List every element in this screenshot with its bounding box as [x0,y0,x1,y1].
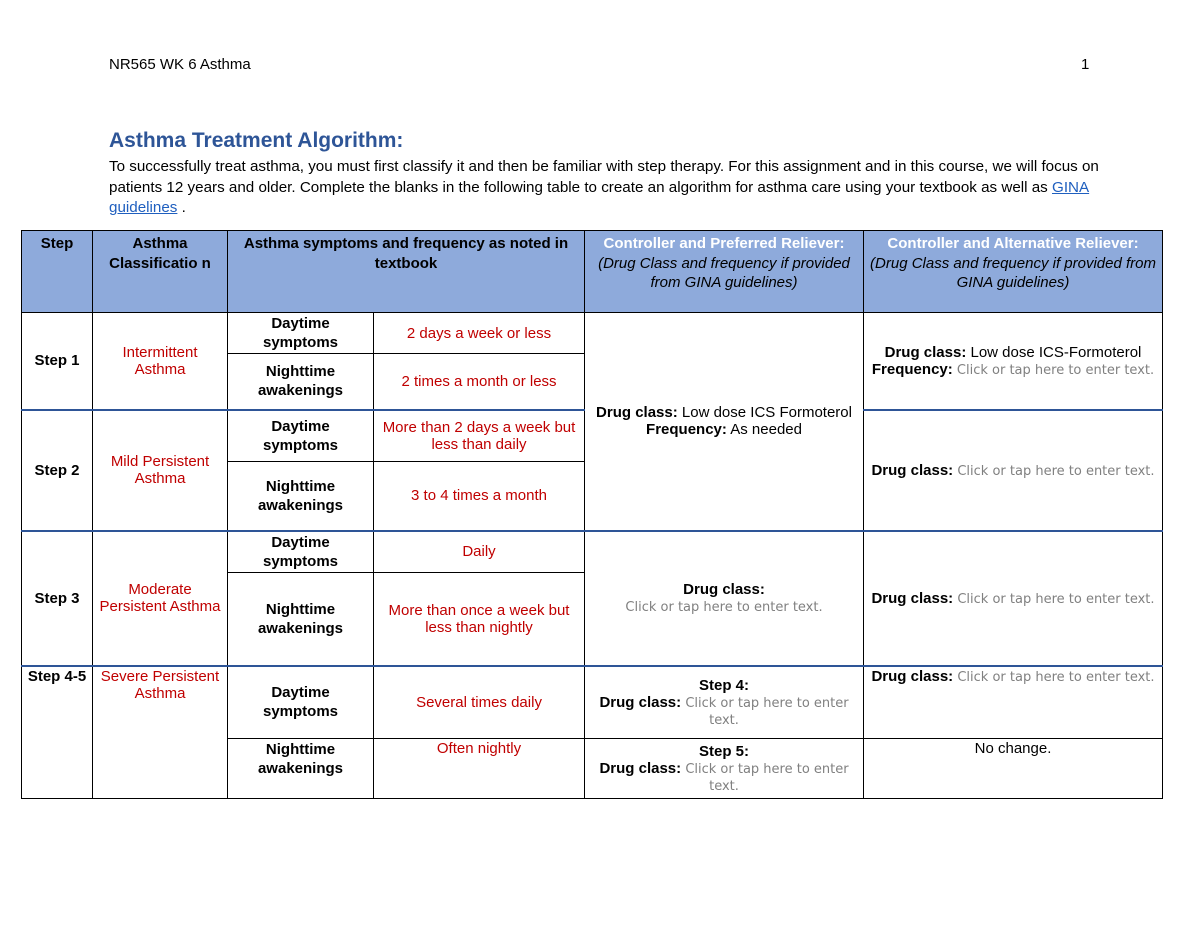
drug-class-label: Drug class: [871,461,954,479]
step-2-daytime: More than 2 days a week but less than daily [374,410,585,462]
placeholder-field[interactable]: Click or tap here to enter text. [625,600,823,616]
asthma-algorithm-table [21,230,1163,799]
placeholder-field[interactable]: Click or tap here to enter text. [685,695,849,728]
step-3-classification: Moderate Persistent Asthma [93,531,228,667]
table-row [22,666,1163,738]
intro-paragraph [109,157,1099,219]
step-1-nighttime: 2 times a month or less [374,354,585,410]
drug-class-label: Drug class: [884,343,967,361]
step-2-alternative [864,410,1163,531]
preferred-frequency: As needed [726,421,802,439]
daytime-label: Daytime symptoms [228,666,374,738]
nighttime-label: Nighttime awakenings [228,462,374,531]
header-step: Step [22,231,93,313]
header-alternative-sub: (Drug Class and frequency if provided from GINA guidelines) [870,255,1156,291]
step-5-label: Step 5: [699,742,750,760]
step-4-5-classification: Severe Persistent Asthma [93,666,228,798]
step-1-2-preferred [585,313,864,531]
header-symptoms: Asthma symptoms and frequency as noted in textbook [228,231,585,313]
table-row [22,313,1163,354]
placeholder-field[interactable]: Click or tap here to enter text. [956,362,1155,378]
drug-class-label: Drug class: [683,581,765,599]
step-2-label: Step 2 [22,410,93,531]
header-alternative-title: Controller and Alternative Reliever: [887,235,1139,252]
step-4-preferred [585,666,864,738]
step-3-alternative [864,531,1163,667]
step-3-nighttime: More than once a week but less than nightly [374,572,585,666]
step-3-label: Step 3 [22,531,93,667]
frequency-label: Frequency: [646,421,727,439]
preferred-drug: Low dose ICS Formoterol [677,404,852,422]
step-2-nighttime: 3 to 4 times a month [374,462,585,531]
document-title: Asthma Treatment Algorithm: [109,129,404,152]
placeholder-field[interactable]: Click or tap here to enter text. [957,591,1155,607]
step-4-5-label: Step 4-5 [22,666,93,798]
page-number: 1 [1081,56,1090,73]
step-4-5-nighttime: Often nightly [374,738,585,798]
step-5-preferred [585,738,864,798]
step-1-daytime: 2 days a week or less [374,313,585,354]
step-1-label: Step 1 [22,313,93,410]
daytime-label: Daytime symptoms [228,313,374,354]
drug-class-label: Drug class: [871,589,954,607]
daytime-label: Daytime symptoms [228,410,374,462]
frequency-label: Frequency: [871,360,953,378]
nighttime-label: Nighttime awakenings [228,354,374,410]
step-4-label: Step 4: [699,676,750,694]
header-classification: Asthma Classificatio n [93,231,228,313]
drug-class-label: Drug class: [596,404,678,422]
step-1-alternative [864,313,1163,410]
header-row [22,231,1163,313]
step-3-preferred [585,531,864,667]
step-3-daytime: Daily [374,531,585,573]
daytime-label: Daytime symptoms [228,531,374,573]
nighttime-label: Nighttime awakenings [228,738,374,798]
gina-guidelines-link[interactable]: GINA guidelines [109,178,1090,216]
drug-class-label: Drug class: [599,693,682,711]
step-1-classification: Intermittent Asthma [93,313,228,410]
header-preferred-title: Controller and Preferred Reliever: [603,235,845,252]
step-5-alternative: No change. [864,738,1163,798]
placeholder-field[interactable]: Click or tap here to enter text. [957,670,1155,685]
table-row [22,531,1163,573]
running-head: NR565 WK 6 Asthma [109,56,251,73]
drug-class-label: Drug class: [871,668,954,685]
placeholder-field[interactable]: Click or tap here to enter text. [957,463,1155,479]
drug-class-label: Drug class: [599,759,682,777]
header-preferred [585,231,864,313]
step-2-classification: Mild Persistent Asthma [93,410,228,531]
step-4-5-daytime: Several times daily [374,666,585,738]
step-4-5-alternative [864,666,1163,738]
intro-tail: . [177,199,186,216]
nighttime-label: Nighttime awakenings [228,572,374,666]
step-1-alt-drug: Low dose ICS-Formoterol [966,343,1142,361]
header-alternative [864,231,1163,313]
header-preferred-sub: (Drug Class and frequency if provided from GINA guidelines) [598,255,850,291]
intro-text: To successfully treat asthma, you must first classify it and then be familiar with step therapy. For this assignment and in this course, we will focus on patients 12 years and older. Complete the blanks in the following table to create an algorithm for asthma care using your textbook as well as [109,158,1099,196]
placeholder-field[interactable]: Click or tap here to enter text. [685,761,849,794]
